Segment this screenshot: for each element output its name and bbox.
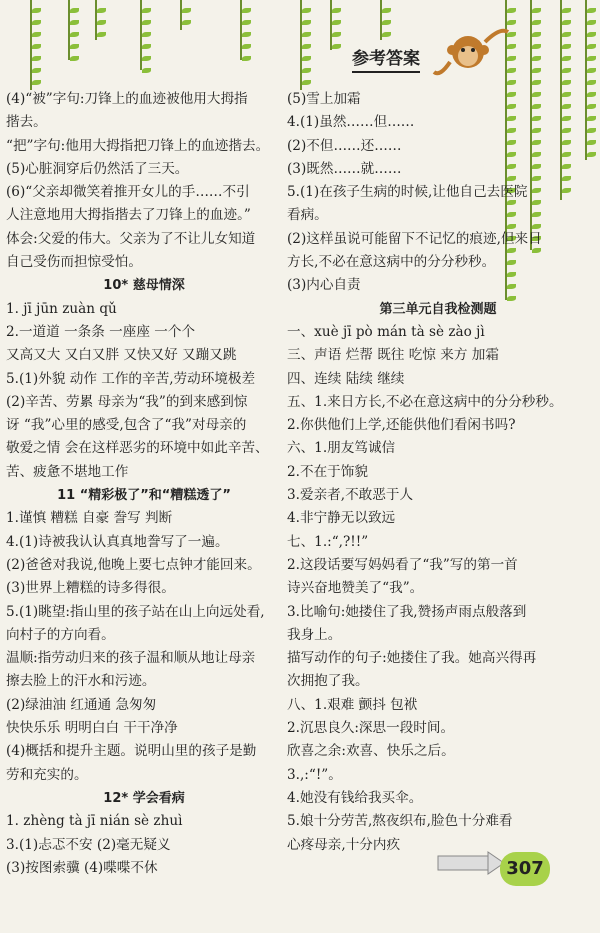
leaf-decoration [532, 56, 541, 61]
answer-line: 描写动作的句子:她搂住了我。她高兴得再 [287, 650, 537, 667]
leaf-decoration [182, 20, 191, 25]
answer-line: 3.(1)忐忑不安 (2)毫无疑义 [6, 836, 171, 853]
leaf-decoration [242, 56, 251, 61]
answer-line: 人注意地用大拇指揩去了刀锋上的血迹。” [6, 207, 251, 224]
leaf-decoration [32, 8, 41, 13]
section-heading: 11 “精彩极了”和“糟糕透了” [57, 488, 231, 504]
leaf-decoration [382, 20, 391, 25]
answer-line: 五、1.来日方长,不必在意这病中的分分秒秒。 [287, 393, 563, 410]
answer-line: 我身上。 [287, 626, 342, 643]
answer-line: 八、1.艰难 颤抖 包袱 [287, 696, 418, 713]
answer-line: (2)不但……还…… [287, 137, 402, 154]
answer-line: (6)“父亲却微笑着推开女儿的手……不引 [6, 184, 250, 201]
answer-line: (3)世界上糟糕的诗多得很。 [6, 580, 175, 597]
answer-line: (5)雪上加霜 [287, 91, 361, 107]
leaf-decoration [562, 80, 571, 85]
answer-line: (3)内心自责 [287, 277, 361, 294]
leaf-decoration [532, 20, 541, 25]
answer-line: 三、声语 烂帮 既往 吃惊 来方 加霜 [287, 347, 499, 364]
answer-line: (3)既然……就…… [287, 160, 402, 177]
leaf-decoration [562, 56, 571, 61]
answer-line: 2.沉思良久:深思一段时间。 [287, 720, 455, 737]
leaf-decoration [587, 20, 596, 25]
answer-line: 一、xuè jī pò mán tà sè zào jì [287, 323, 485, 340]
leaf-decoration [587, 32, 596, 37]
leaf-decoration [562, 68, 571, 73]
leaf-decoration [70, 8, 79, 13]
answer-line: (2)绿油油 红通通 急匆匆 [6, 696, 157, 713]
answer-line: 次拥抱了我。 [287, 673, 369, 690]
leaf-decoration [142, 20, 151, 25]
answer-line: (4)“被”字句:刀锋上的血迹被他用大拇指 [6, 91, 248, 107]
leaf-decoration [332, 20, 341, 25]
leaf-decoration [507, 8, 516, 13]
leaf-decoration [142, 44, 151, 49]
leaf-decoration [70, 20, 79, 25]
leaf-decoration [142, 68, 151, 73]
answer-line: 3.,:“!”。 [287, 766, 342, 783]
leaf-decoration [32, 32, 41, 37]
answer-line: 2.一道道 一条条 一座座 一个个 [6, 323, 196, 340]
leaf-decoration [562, 32, 571, 37]
leaf-decoration [97, 20, 106, 25]
section-heading: 12* 学会看病 [103, 790, 185, 806]
answer-line: 5.(1)外貌 动作 工作的辛苦,劳动环境极差 [6, 370, 256, 387]
leaf-decoration [382, 32, 391, 37]
leaf-decoration [32, 44, 41, 49]
answer-line: 看病。 [287, 207, 328, 224]
leaf-decoration [532, 32, 541, 37]
leaf-decoration [142, 8, 151, 13]
answer-line: 苦、疲惫不堪地工作 [6, 463, 129, 480]
leaf-decoration [70, 44, 79, 49]
leaf-decoration [182, 8, 191, 13]
leaf-decoration [32, 20, 41, 25]
left-column [6, 88, 282, 880]
leaf-decoration [587, 56, 596, 61]
answer-line: 4.(1)虽然……但…… [287, 114, 415, 131]
leaf-decoration [32, 68, 41, 73]
leaf-decoration [562, 20, 571, 25]
answer-line: 劳和充实的。 [6, 766, 88, 783]
answer-line: 5.(1)在孩子生病的时候,让他自己去医院 [287, 184, 528, 201]
answer-line: (2)辛苦、劳累 母亲为“我”的到来感到惊 [6, 393, 248, 410]
leaf-decoration [70, 32, 79, 37]
leaf-decoration [587, 44, 596, 49]
section-heading: 第三单元自我检测题 [379, 301, 497, 317]
leaf-decoration [32, 80, 41, 85]
answer-line: 2.这段话要写妈妈看了“我”写的第一首 [287, 556, 518, 573]
answer-line: 5.娘十分劳苦,熬夜织布,脸色十分难看 [287, 813, 513, 830]
answer-line: 欣喜之余:欢喜、快乐之后。 [287, 743, 455, 760]
leaf-decoration [302, 68, 311, 73]
answer-line: 2.你供他们上学,还能供他们看闲书吗? [287, 417, 516, 434]
answer-line: 1. zhèng tà jī nián sè zhuì [6, 813, 183, 830]
leaf-decoration [302, 20, 311, 25]
answer-line: 揩去。 [6, 114, 47, 131]
leaf-decoration [242, 32, 251, 37]
vine-decoration [180, 0, 182, 30]
leaf-decoration [587, 80, 596, 85]
leaf-decoration [142, 32, 151, 37]
answer-line: 温顺:指劳动归来的孩子温和顺从地让母亲 [6, 650, 256, 667]
leaf-decoration [302, 32, 311, 37]
leaf-decoration [242, 20, 251, 25]
leaf-decoration [562, 44, 571, 49]
answer-line: 4.(1)诗被我认认真真地誊写了一遍。 [6, 533, 229, 550]
answer-line: 快快乐乐 明明白白 干干净净 [6, 720, 178, 737]
answer-line: (4)概括和提升主题。说明山里的孩子是勤 [6, 743, 257, 760]
leaf-decoration [302, 56, 311, 61]
page-number: 307 [500, 852, 550, 886]
answer-line: “把”字句:他用大拇指把刀锋上的血迹揩去。 [6, 137, 270, 154]
answer-key-title: 参考答案 [352, 44, 420, 73]
answer-line: 六、1.朋友笃诚信 [287, 440, 396, 457]
leaf-decoration [332, 8, 341, 13]
leaf-decoration [562, 8, 571, 13]
answer-line: (2)这样虽说可能留下不记忆的痕迹,但来日 [287, 230, 542, 247]
leaf-decoration [302, 8, 311, 13]
vine-decoration [330, 0, 332, 50]
answer-line: 3.比喻句:她搂住了我,赞扬声雨点般落到 [287, 603, 527, 620]
right-column [287, 88, 589, 857]
answer-line: 又高又大 又白又胖 又快又好 又蹦又跳 [6, 347, 237, 364]
answer-line: 方长,不必在意这病中的分分秒秒。 [287, 254, 496, 271]
leaf-decoration [242, 44, 251, 49]
leaf-decoration [302, 44, 311, 49]
answer-line: 1.谨慎 糟糕 自豪 誊写 判断 [6, 510, 173, 527]
leaf-decoration [332, 44, 341, 49]
leaf-decoration [142, 56, 151, 61]
answer-line: 1. jī jūn zuàn qǔ [6, 300, 117, 317]
leaf-decoration [532, 68, 541, 73]
leaf-decoration [32, 56, 41, 61]
answer-line: 擦去脸上的汗水和污迹。 [6, 673, 156, 690]
leaf-decoration [97, 8, 106, 13]
answer-line: 敬爱之情 会在这样恶劣的环境中如此辛苦、 [6, 440, 269, 457]
answer-line: 3.爱亲者,不敢恶于人 [287, 487, 414, 504]
leaf-decoration [532, 8, 541, 13]
answer-line: 自己受伤而担惊受怕。 [6, 254, 142, 271]
answer-line: (2)爸爸对我说,他晚上要七点钟才能回来。 [6, 556, 261, 573]
arrow-sign-icon [436, 848, 506, 878]
answer-line: 诗兴奋地赞美了“我”。 [287, 580, 424, 597]
answer-line: 4.她没有钱给我买伞。 [287, 789, 423, 806]
answer-line: 向村子的方向看。 [6, 626, 115, 643]
answer-line: 2.不在于饰貌 [287, 463, 368, 480]
answer-line: 5.(1)眺望:指山里的孩子站在山上向远处看, [6, 603, 265, 620]
section-heading: 10* 慈母情深 [103, 278, 185, 294]
answer-line: (3)按图索骥 (4)喋喋不休 [6, 859, 158, 876]
leaf-decoration [242, 8, 251, 13]
answer-line: (5)心脏洞穿后仍然活了三天。 [6, 160, 189, 177]
leaf-decoration [97, 32, 106, 37]
leaf-decoration [382, 8, 391, 13]
answer-line: 4.非宁静无以致远 [287, 510, 396, 527]
leaf-decoration [70, 56, 79, 61]
monkey-illustration [430, 22, 510, 82]
answer-line: 心疼母亲,十分内疚 [287, 836, 401, 853]
leaf-decoration [532, 80, 541, 85]
leaf-decoration [587, 68, 596, 73]
answer-line: 体会:父爱的伟大。父亲为了不让儿女知道 [6, 230, 256, 247]
leaf-decoration [302, 80, 311, 85]
answer-line: 讶 “我”心里的感受,包含了“我”对母亲的 [6, 417, 247, 434]
answer-line: 四、连续 陆续 继续 [287, 370, 405, 387]
leaf-decoration [532, 44, 541, 49]
answer-line: 七、1.:“,?!!” [287, 533, 369, 550]
leaf-decoration [587, 8, 596, 13]
leaf-decoration [332, 32, 341, 37]
